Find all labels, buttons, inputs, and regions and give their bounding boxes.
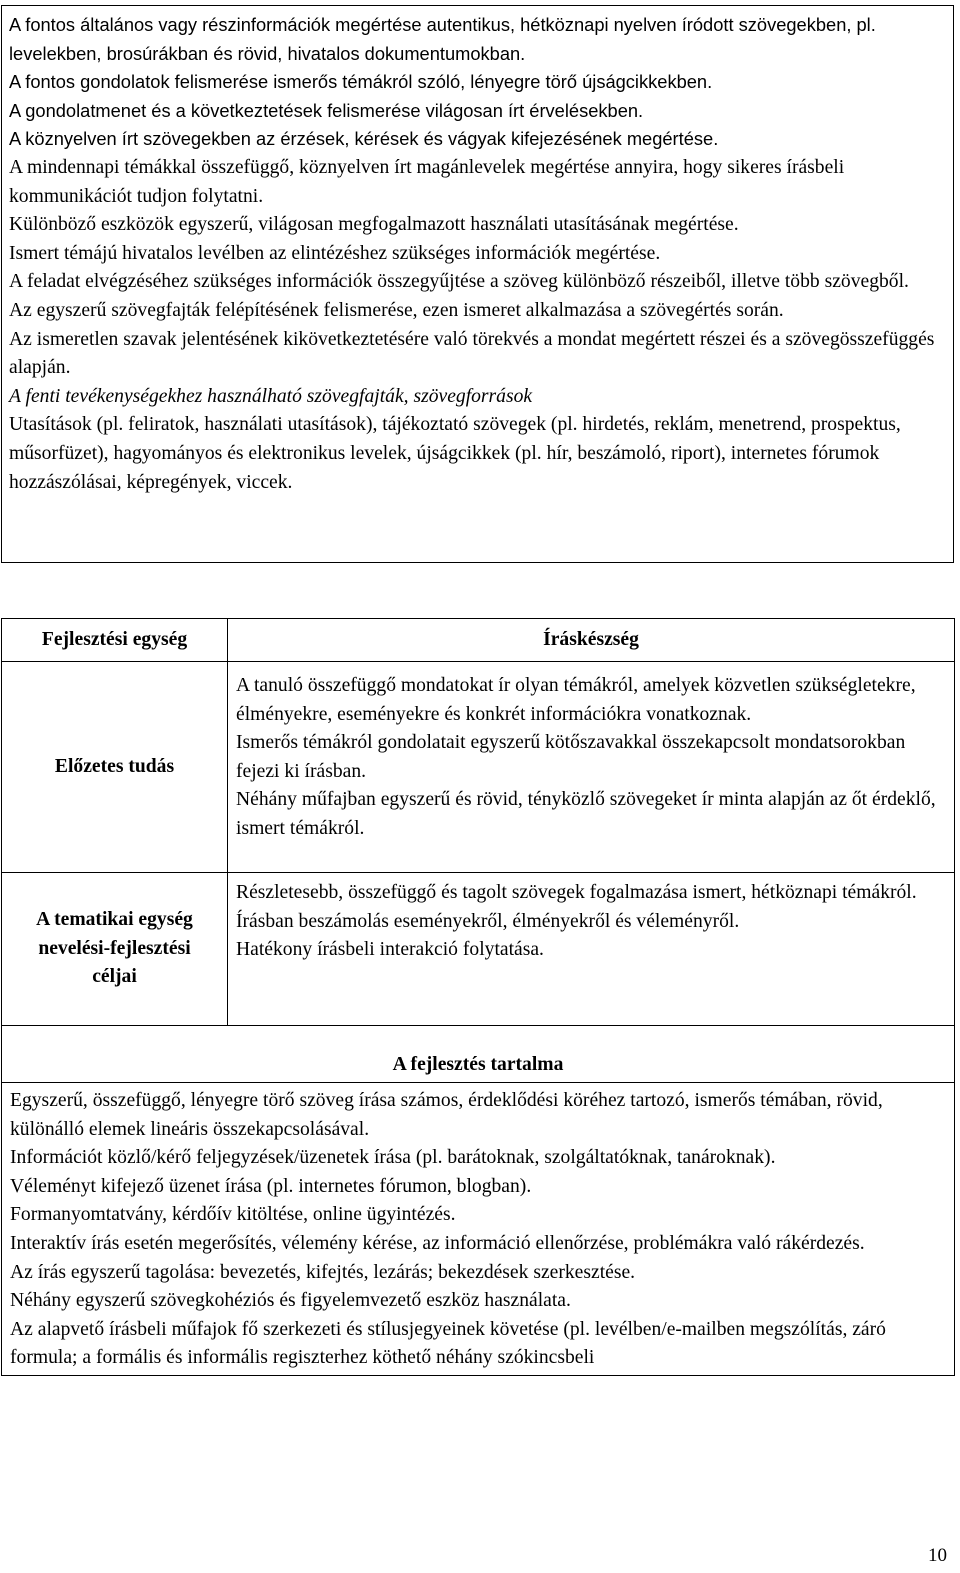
text-line: A gondolatmenet és a következtetések felismerése világosan írt érvelésekben.: [9, 99, 644, 121]
table-row-goals: [2, 873, 955, 1026]
prior-knowledge-label: Előzetes tudás: [2, 662, 228, 873]
reading-goals-box: [1, 5, 954, 563]
sans-text-block: [9, 11, 946, 154]
text-line: A fontos gondolatok felismerése ismerős témákról szóló, lényegre törő újságcikkekben.: [9, 71, 713, 93]
text-line: Ismerős témákról gondolatait egyszerű kötőszavakkal összekapcsolt mondatsorokban fejezi ki írásban.: [236, 732, 906, 782]
curriculum-table: [1, 618, 955, 1376]
text-line: Néhány műfajban egyszerű és rövid, tényközlő szövegeket ír minta alapján az őt érdeklő, ismert témákról.: [236, 789, 936, 839]
text-line: A fontos általános vagy részinformációk megértése autentikus, hétköznapi nyelven íródott szövegekben, pl. levelekben, brosúrákban és rövid, hivatalos dokumentumokban.: [9, 14, 876, 64]
text-line: Az írás egyszerű tagolása: bevezetés, kifejtés, lezárás; bekezdések szerkesztése.: [10, 1261, 636, 1283]
text-line: A mindennapi témákkal összefüggő, köznyelven írt magánlevelek megértése annyira, hogy sikeres írásbeli kommunikációt tudjon folytatni.: [9, 156, 845, 207]
content-body-row: [2, 1083, 955, 1376]
text-line: Információt közlő/kérő feljegyzések/üzenetek írása (pl. barátoknak, szolgáltatóknak, tanároknak).: [10, 1147, 776, 1169]
text-line: Interaktív írás esetén megerősítés, vélemény kérése, az információ ellenőrzése, problémákra való rákérdezés.: [10, 1232, 865, 1254]
text-line: Hatékony írásbeli interakció folytatása.: [236, 939, 544, 961]
text-line: Írásban beszámolás eseményekről, élményekről és véleményről.: [236, 910, 740, 932]
goals-label-line: céljai: [92, 966, 137, 988]
text-line: Az alapvető írásbeli műfajok fő szerkezeti és stílusjegyeinek követése (pl. levélben/e-mailben megszólítás, záró formula; a formális és informális regiszterhez köthető néhány szókincsbeli: [10, 1318, 886, 1369]
text-line: Különböző eszközök egyszerű, világosan megfogalmazott használati utasításának megértése.: [9, 214, 739, 236]
text-line: Az egyszerű szövegfajták felépítésének felismerése, ezen ismeret alkalmazása a szövegértés során.: [9, 299, 784, 321]
text-line: A köznyelven írt szövegekben az érzések, kérések és vágyak kifejezésének megértése.: [9, 128, 719, 150]
page-number: 10: [928, 1545, 947, 1566]
goals-label: [2, 873, 228, 1026]
goals-content: [228, 873, 955, 1026]
text-line: Részletesebb, összefüggő és tagolt szövegek fogalmazása ismert, hétköznapi témákról.: [236, 882, 917, 903]
text-line: A tanuló összefüggő mondatokat ír olyan témákról, amelyek közvetlen szükségletekre, élményekre, eseményekre és konkrét információkra vonatkoznak.: [236, 675, 916, 725]
prior-knowledge-content: [228, 662, 955, 873]
text-line: Egyszerű, összefüggő, lényegre törő szöveg írása számos, érdeklődési köréhez tartozó, ismerős témában, rövid, különálló elemek lineáris összekapcsolásával.: [10, 1090, 883, 1140]
header-development-unit: Fejlesztési egység: [2, 619, 228, 662]
header-writing-skill: Íráskészség: [228, 619, 955, 662]
goals-label-line: nevelési-fejlesztési: [38, 937, 191, 959]
table-row-prior-knowledge: [2, 662, 955, 873]
text-line: Formanyomtatvány, kérdőív kitöltése, online ügyintézés.: [10, 1204, 456, 1226]
serif-text-block: [9, 154, 946, 497]
text-line: Ismert témájú hivatalos levélben az elintézéshez szükséges információk megértése.: [9, 242, 661, 264]
table-header-row: [2, 619, 955, 662]
text-line: Néhány egyszerű szövegkohéziós és figyelemvezető eszköz használata.: [10, 1290, 571, 1312]
content-heading: A fejlesztés tartalma: [2, 1026, 955, 1083]
content-heading-row: [2, 1026, 955, 1083]
text-line: A feladat elvégzéséhez szükséges információk összegyűjtése a szöveg különböző részeiből, illetve több szövegből.: [9, 271, 909, 293]
text-line: Véleményt kifejező üzenet írása (pl. internetes fórumon, blogban).: [10, 1175, 532, 1197]
goals-label-line: A tematikai egység: [36, 909, 193, 931]
content-body: [2, 1083, 955, 1376]
text-line: Az ismeretlen szavak jelentésének kikövetkeztetésére való törekvés a mondat megértett részei és a szövegösszefüggés alapján.: [9, 328, 935, 379]
sources-text: Utasítások (pl. feliratok, használati utasítások), tájékoztató szövegek (pl. hirdetés, reklám, menetrend, prospektus, műsorfüzet), hagyományos és elektronikus levelek, újságcikkek (pl. hír, beszámoló, riport), internetes fórumok hozzászólásai, képregények, viccek.: [9, 414, 901, 493]
sources-heading: A fenti tevékenységekhez használható szövegfajták, szövegforrások: [9, 385, 533, 407]
